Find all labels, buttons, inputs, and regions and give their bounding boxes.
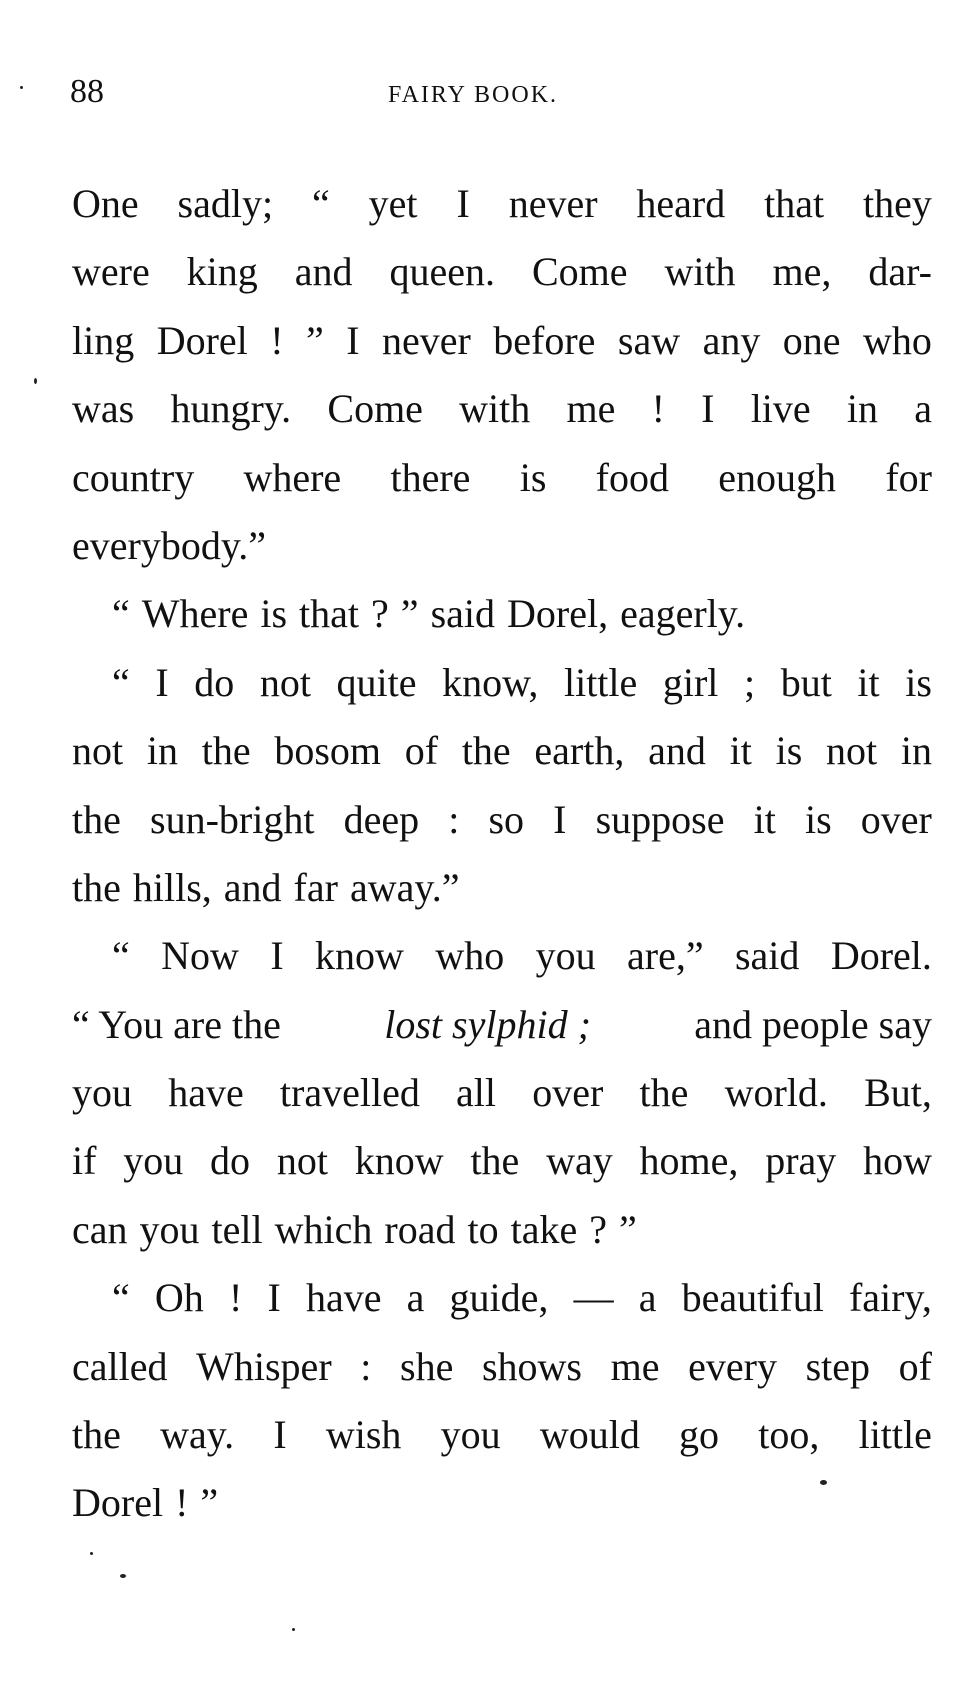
word: that — [299, 591, 360, 637]
word: do — [194, 659, 235, 705]
word: with — [664, 249, 736, 295]
text-line — [72, 1127, 932, 1195]
word: you — [139, 1206, 200, 1252]
word: Now — [161, 933, 239, 979]
word: were — [72, 249, 150, 295]
word: it — [753, 796, 776, 842]
text-line — [72, 1059, 932, 1127]
word: go — [679, 1412, 720, 1458]
word: the — [470, 1138, 520, 1184]
text-line — [72, 444, 932, 512]
word: Where — [141, 591, 249, 637]
word: I — [456, 181, 470, 226]
word: was — [72, 386, 135, 432]
word: Dorel — [72, 1480, 164, 1526]
word: they — [863, 181, 932, 226]
text-line — [72, 1401, 932, 1469]
word: is — [804, 796, 832, 842]
word: know — [315, 933, 404, 979]
word: ” — [306, 317, 324, 363]
word: I — [346, 317, 360, 363]
word: way — [546, 1138, 613, 1184]
word: yet — [368, 181, 418, 226]
word: ” — [618, 1206, 637, 1252]
word: pray — [765, 1138, 837, 1184]
word: Dorel — [156, 317, 248, 363]
word: in — [900, 728, 932, 774]
word: I — [267, 1275, 281, 1321]
word: the — [72, 864, 121, 910]
word: travelled — [279, 1070, 420, 1116]
scan-speck — [34, 378, 37, 384]
word: home, — [639, 1138, 739, 1184]
word: the — [72, 796, 121, 842]
word: : — [360, 1343, 372, 1389]
scan-speck — [20, 86, 23, 89]
word: said — [430, 591, 495, 637]
word: too, — [758, 1412, 820, 1458]
word: any — [702, 317, 761, 363]
word: in — [846, 386, 879, 432]
word: ? — [589, 1206, 607, 1252]
word: where — [243, 454, 342, 500]
word: ! — [228, 1275, 243, 1321]
word: ling — [72, 317, 135, 363]
word: in — [146, 728, 178, 774]
word: is — [260, 591, 288, 637]
text-line — [72, 717, 932, 785]
text-line — [72, 1469, 932, 1537]
word: not — [259, 659, 311, 705]
word: have — [305, 1275, 382, 1321]
word: “ — [312, 181, 330, 226]
scan-speck — [120, 1574, 126, 1578]
word: so — [488, 796, 525, 842]
word: wish — [325, 1412, 402, 1458]
word: the — [639, 1070, 689, 1116]
word: sadly; — [177, 181, 274, 226]
word: dar- — [868, 249, 932, 295]
word: away.” — [349, 864, 460, 910]
word: Dorel. — [830, 933, 932, 979]
word: said — [734, 933, 800, 979]
word: queen. — [389, 249, 495, 295]
word: world. — [724, 1070, 828, 1116]
word: the — [461, 728, 511, 774]
word: food — [595, 454, 669, 500]
word: I — [701, 386, 715, 432]
scan-speck — [820, 1480, 827, 1485]
word: have — [168, 1070, 244, 1116]
scan-speck — [292, 1628, 295, 1631]
word: there — [390, 454, 471, 500]
word: fairy, — [848, 1275, 932, 1321]
word: not — [826, 728, 878, 774]
word: enough — [718, 454, 837, 500]
word: tell — [211, 1206, 263, 1252]
word: if — [72, 1138, 97, 1184]
word: who — [863, 317, 932, 363]
word: ” — [200, 1480, 219, 1526]
word: ! — [651, 386, 665, 432]
word: you — [535, 933, 596, 979]
word: beautiful — [681, 1275, 824, 1321]
scan-speck — [90, 1552, 93, 1555]
word: one — [782, 317, 841, 363]
text-line — [72, 991, 932, 1059]
text-segment: “ You are the — [72, 1001, 281, 1047]
word: is — [519, 454, 547, 500]
text-line — [72, 1196, 932, 1264]
word: and — [648, 728, 706, 774]
word: One — [72, 181, 139, 226]
word: “ — [112, 933, 130, 979]
word: Whisper — [196, 1343, 332, 1389]
word: ! — [175, 1480, 189, 1526]
word: of — [404, 728, 439, 774]
page-header — [70, 72, 930, 122]
word: guide, — [449, 1275, 549, 1321]
word: it — [857, 659, 880, 705]
word: you — [440, 1412, 501, 1458]
word: of — [898, 1343, 932, 1389]
word: Oh — [154, 1275, 204, 1321]
word: eagerly. — [620, 591, 746, 637]
word: not — [72, 728, 124, 774]
word: Come — [531, 249, 628, 295]
word: know — [354, 1138, 444, 1184]
word: that — [764, 181, 825, 226]
word: over — [860, 796, 932, 842]
word: the — [201, 728, 251, 774]
text-line — [72, 854, 932, 922]
word: a — [638, 1275, 657, 1321]
word: can — [72, 1206, 128, 1252]
word: little — [563, 659, 638, 705]
word: country — [72, 454, 195, 500]
word: over — [532, 1070, 604, 1116]
word: I — [270, 933, 284, 979]
word: ! — [270, 317, 284, 363]
word: not — [276, 1138, 328, 1184]
text-line — [72, 1333, 932, 1401]
word: Dorel, — [507, 591, 609, 637]
page-number: 88 — [70, 73, 104, 110]
word: king — [186, 249, 258, 295]
word: take — [510, 1206, 578, 1252]
word: far — [293, 864, 338, 910]
word: everybody.” — [72, 522, 266, 568]
word: how — [863, 1138, 932, 1184]
word: called — [72, 1343, 168, 1389]
word: know, — [442, 659, 539, 705]
word: : — [448, 796, 460, 842]
word: shows — [481, 1343, 582, 1389]
word: hills, — [132, 864, 212, 910]
word: it — [729, 728, 752, 774]
word: Come — [327, 386, 423, 432]
word: saw — [617, 317, 681, 363]
word: I — [155, 659, 169, 705]
word: “ — [112, 591, 130, 637]
text-line — [72, 375, 932, 443]
word: all — [456, 1070, 497, 1116]
body-text — [72, 170, 932, 1538]
word: ? — [371, 591, 389, 637]
word: you — [123, 1138, 184, 1184]
text-line — [72, 170, 932, 238]
running-head: FAIRY BOOK. — [388, 82, 559, 108]
word: me, — [772, 249, 832, 295]
word: But, — [864, 1070, 932, 1116]
word: “ — [112, 659, 130, 705]
word: me — [610, 1343, 660, 1389]
word: bosom — [274, 728, 382, 774]
word: I — [273, 1412, 287, 1458]
word: a — [406, 1275, 425, 1321]
word: me — [566, 386, 616, 432]
word: but — [780, 659, 832, 705]
text-line — [72, 238, 932, 306]
word: quite — [336, 659, 417, 705]
word: ” — [400, 591, 419, 637]
word: and — [294, 249, 353, 295]
text-line — [72, 649, 932, 717]
word: she — [400, 1343, 454, 1389]
word: is — [905, 659, 932, 705]
text-line — [72, 580, 932, 648]
word: which — [274, 1206, 373, 1252]
word: before — [493, 317, 596, 363]
text-line — [72, 786, 932, 854]
word: live — [750, 386, 811, 432]
text-segment: and people say — [694, 1001, 932, 1047]
word: with — [459, 386, 531, 432]
word: you — [72, 1070, 132, 1116]
text-line — [72, 1264, 932, 1332]
text-line — [72, 512, 932, 580]
word: ; — [744, 659, 756, 705]
word: girl — [662, 659, 719, 705]
text-line — [72, 307, 932, 375]
word: do — [210, 1138, 251, 1184]
word: every — [688, 1343, 777, 1389]
word: little — [858, 1412, 932, 1458]
word: the — [72, 1412, 121, 1458]
text-line — [72, 922, 932, 990]
word: is — [775, 728, 803, 774]
word: way. — [160, 1412, 235, 1458]
word: — — [573, 1275, 614, 1321]
word: suppose — [595, 796, 725, 842]
word: sun-bright — [150, 796, 315, 842]
word: a — [914, 386, 932, 432]
word: step — [805, 1343, 871, 1389]
word: would — [539, 1412, 640, 1458]
word: “ — [112, 1275, 130, 1321]
word: never — [382, 317, 471, 363]
word: who — [435, 933, 505, 979]
word: and — [223, 864, 282, 910]
word: earth, — [534, 728, 625, 774]
word: for — [885, 454, 932, 500]
word: are,” — [627, 933, 704, 979]
word: hungry. — [170, 386, 292, 432]
word: never — [508, 181, 598, 226]
word: deep — [343, 796, 420, 842]
word: to — [467, 1206, 499, 1252]
italic-text-segment: lost sylphid ; — [384, 1001, 591, 1047]
word: I — [553, 796, 567, 842]
word: heard — [636, 181, 726, 226]
word: road — [384, 1206, 456, 1252]
